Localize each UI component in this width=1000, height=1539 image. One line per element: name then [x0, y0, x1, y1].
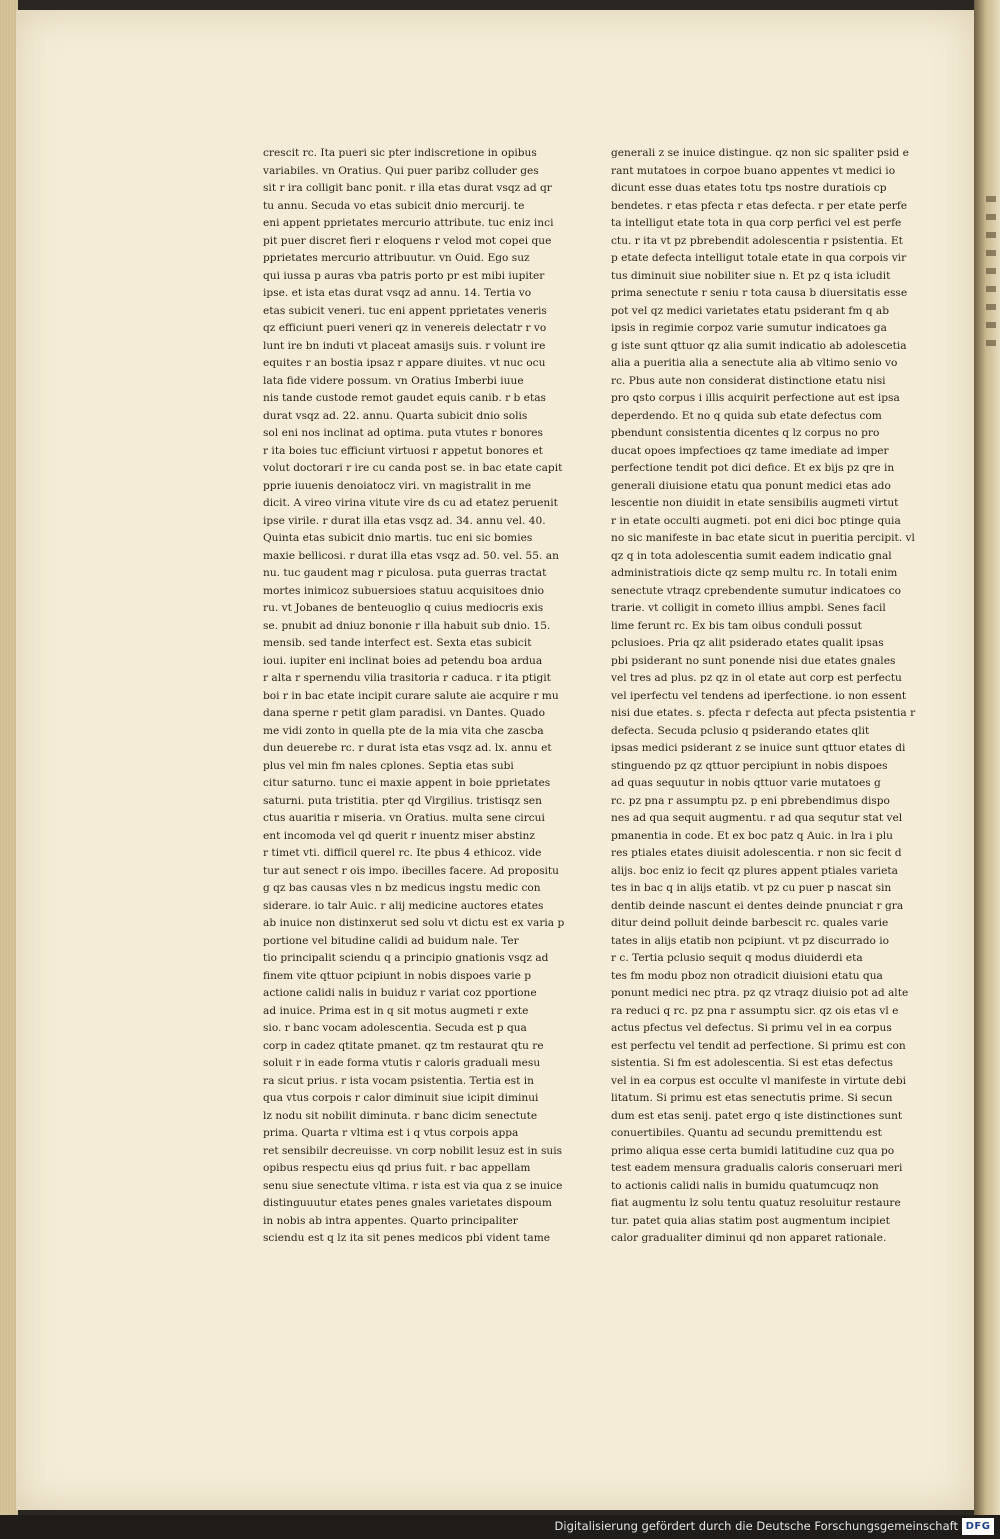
text-line: finem vite qttuor pcipiunt in nobis dispoes varie p: [263, 969, 532, 982]
text-line: Quinta etas subicit dnio martis. tuc eni sic bomies: [263, 532, 533, 544]
text-line: corp in cadez qtitate pmanet. qz tm restaurat qtu re: [263, 1039, 544, 1052]
text-line: pbi psiderant no sunt ponende nisi due etates gnales: [611, 654, 896, 667]
text-line: eni appent pprietates mercurio attribute. tuc eniz inci: [263, 217, 554, 229]
text-line: primo aliqua esse certa bumidi latitudine cuz qua po: [611, 1144, 895, 1157]
text-line: dana sperne r petit glam paradisi. vn Dantes. Quado: [263, 707, 545, 719]
text-line: qui iussa p auras vba patris porto pr est mibi iupiter: [263, 269, 545, 282]
text-line: ta intelligut etate tota in qua corp perfici vel est perfe: [611, 217, 902, 229]
text-line: vel iperfectu vel tendens ad iperfectione. io non essent: [611, 689, 907, 702]
text-line: stinguendo pz qz qttuor percipiunt in nobis dispoes: [611, 759, 888, 772]
text-line: nes ad qua sequit augmentu. r ad qua sequtur stat vel: [611, 812, 903, 824]
text-line: maxie bellicosi. r durat illa etas vsqz ad. 50. vel. 55. an: [263, 549, 559, 562]
text-line: perfectione tendit pot dici defice. Et ex bijs pz qre in: [611, 462, 895, 474]
text-line: ducat opoes impfectioes qz tame imediate ad imper: [611, 444, 889, 457]
text-line: actus pfectus vel defectus. Si primu vel in ea corpus: [611, 1022, 892, 1034]
text-line: bendetes. r etas pfecta r etas defecta. r per etate perfe: [611, 199, 908, 212]
text-line: pit puer discret fieri r eloquens r velod mot copei que: [263, 234, 552, 247]
text-line: dentib deinde nascunt ei dentes deinde pnunciat r gra: [611, 899, 904, 912]
text-line: r c. Tertia pclusio sequit q modus diuiderdi eta: [611, 952, 863, 964]
text-line: ipse. et ista etas durat vsqz ad annu. 14. Tertia vo: [263, 287, 532, 299]
text-line: nu. tuc gaudent mag r piculosa. puta guerras tractat: [263, 567, 547, 579]
text-line: tates in alijs etatib non pcipiunt. vt pz discurrado io: [611, 934, 890, 947]
text-line: senu siue senectute vltima. r ista est via qua z se inuice: [263, 1179, 563, 1192]
text-line: opibus respectu eius qd prius fuit. r bac appellam: [263, 1162, 531, 1174]
text-line: boi r in bac etate incipit curare salute aie acquire r mu: [263, 689, 559, 702]
text-line: res ptiales etates diuisit adolescentia. r non sic fecit d: [611, 847, 902, 859]
text-line: ret sensibilr decreuisse. vn corp nobilit lesuz est in suis: [263, 1144, 563, 1157]
text-line: volut doctorari r ire cu canda post se. in bac etate capit: [263, 462, 563, 474]
text-line: pprie iuuenis denoiatocz viri. vn magistralit in me: [263, 479, 532, 492]
text-line: pro qsto corpus i illis acquirit perfectione aut est ipsa: [611, 392, 900, 404]
text-line: mortes inimicoz subuersioes statuu acquisitoes dnio: [263, 584, 545, 597]
text-line: qz efficiunt pueri veneri qz in venereis delectatr r vo: [263, 322, 547, 334]
text-line: alia a pueritia alia a senectute alia ab vltimo senio vo: [611, 357, 898, 369]
text-line: vel tres ad plus. pz qz in ol etate aut corp est perfectu: [611, 672, 902, 684]
text-line: saturni. puta tristitia. pter qd Virgilius. tristisqz sen: [263, 794, 542, 807]
text-line: p etate defecta intelligut totale etate in qua corpois vir: [611, 252, 907, 264]
text-line: to actionis calidi nalis in bumidu quatumcuqz non: [611, 1179, 879, 1192]
text-line: lata fide videre possum. vn Oratius Imberbi iuue: [263, 374, 524, 387]
text-line: est perfectu vel tendit ad perfectione. Si primu est con: [611, 1039, 906, 1052]
text-line: litatum. Si primu est etas senectutis prime. Si secun: [611, 1092, 893, 1104]
text-line: ipsis in regimie corpoz varie sumutur indicatoes ga: [611, 322, 887, 334]
text-line: rant mutatoes in corpoe buano appentes vt medici io: [611, 164, 896, 177]
text-line: plus vel min fm nales cplones. Septia etas subi: [263, 759, 514, 772]
text-line: ad quas sequutur in nobis qttuor varie mutatoes g: [611, 777, 881, 789]
text-line: dicit. A vireo virina vitute vire ds cu ad etatez peruenit: [263, 497, 558, 509]
right-text-column: [611, 145, 916, 1244]
text-line: tes fm modu pboz non otradicit diuisioni etatu qua: [611, 969, 883, 982]
text-line: vel in ea corpus est occulte vl manifeste in virtute debi: [611, 1074, 907, 1087]
text-line: sit r ira colligit banc ponit. r illa etas durat vsqz ad qr: [263, 182, 552, 194]
text-line: se. pnubit ad dniuz bononie r illa habuit sub dnio. 15.: [263, 619, 551, 632]
text-line: ent incomoda vel qd querit r inuentz miser abstinz: [263, 829, 535, 842]
text-line: g qz bas causas vles n bz medicus ingstu medic con: [263, 882, 541, 894]
text-line: r in etate occulti augmeti. pot eni dici boc ptinge quia: [611, 514, 901, 527]
text-line: sistentia. Si fm est adolescentia. Si est etas defectus: [611, 1057, 893, 1069]
text-line: etas subicit veneri. tuc eni appent pprietates veneris: [263, 304, 547, 317]
text-line: lunt ire bn induti vt placeat amasijs suis. r volunt ire: [263, 339, 546, 352]
text-line: ipse virile. r durat illa etas vsqz ad. 34. annu vel. 40.: [263, 514, 546, 527]
text-line: siderare. io talr Auic. r alij medicine auctores etates: [263, 899, 544, 912]
text-line: nisi due etates. s. pfecta r defecta aut pfecta psistentia r: [611, 707, 916, 719]
text-line: test eadem mensura gradualis caloris conseruari meri: [611, 1162, 903, 1174]
facing-page-marks: [986, 196, 996, 346]
text-line: citur saturno. tunc ei maxie appent in boie pprietates: [263, 777, 551, 789]
text-line: dum est etas senij. patet ergo q iste distinctiones sunt: [611, 1109, 903, 1122]
text-line: actione calidi nalis in buiduz r variat coz pportione: [263, 987, 537, 999]
text-line: tur. patet quia alias statim post augmentum incipiet: [611, 1214, 890, 1227]
text-line: ab inuice non distinxerut sed solu vt dictu est ex varia p: [263, 917, 565, 929]
text-line: pmanentia in code. Et ex boc patz q Auic. in lra i plu: [611, 829, 893, 842]
text-line: qz q in tota adolescentia sumit eadem indicatio gnal: [611, 549, 892, 562]
text-line: tes in bac q in alijs etatib. vt pz cu puer p nascat sin: [611, 882, 892, 894]
funding-notice: Digitalisierung gefördert durch die Deutsche Forschungsgemeinschaft: [554, 1519, 958, 1533]
text-line: tu annu. Secuda vo etas subicit dnio mercurij. te: [263, 199, 525, 212]
text-line: variabiles. vn Oratius. Qui puer paribz colluder ges: [263, 164, 539, 177]
text-line: ra sicut prius. r ista vocam psistentia. Tertia est in: [263, 1074, 534, 1087]
text-line: soluit r in eade forma vtutis r caloris graduali mesu: [263, 1057, 541, 1069]
text-line: qua vtus corpois r calor diminuit siue icipit diminui: [263, 1092, 539, 1104]
text-line: r alta r spernendu vilia trasitoria r caduca. r ita ptigit: [263, 672, 551, 684]
text-line: sol eni nos inclinat ad optima. puta vtutes r bonores: [263, 427, 543, 439]
text-line: rc. pz pna r assumptu pz. p eni pbrebendimus dispo: [611, 794, 890, 807]
text-line: crescit rc. Ita pueri sic pter indiscretione in opibus: [263, 147, 537, 159]
text-line: no sic manifeste in bac etate sicut in pueritia percipit. vl: [611, 532, 915, 544]
text-line: lescentie non diuidit in etate sensibilis augmeti virtut: [611, 497, 899, 509]
text-line: r ita boies tuc efficiunt virtuosi r appetut bonores et: [263, 444, 543, 457]
text-line: ctus auaritia r miseria. vn Oratius. multa sene circui: [263, 812, 545, 824]
text-line: me vidi zonto in quella pte de la mia vita che zascba: [263, 724, 544, 737]
text-line: mensib. sed tande interfect est. Sexta etas subicit: [263, 637, 532, 649]
text-line: alijs. boc eniz io fecit qz plures appent ptiales varieta: [611, 864, 898, 877]
text-line: prima senectute r seniu r tota causa b diuersitatis esse: [611, 287, 908, 299]
text-line: ditur deind polluit deinde barbescit rc. quales varie: [611, 917, 889, 929]
text-line: tus diminuit siue nobiliter siue n. Et pz q ista icludit: [611, 269, 891, 282]
text-line: fiat augmentu lz solu tentu quatuz resoluitur restaure: [611, 1197, 901, 1209]
text-line: durat vsqz ad. 22. annu. Quarta subicit dnio solis: [263, 409, 528, 422]
text-line: prima. Quarta r vltima est i q vtus corpois appa: [263, 1127, 519, 1139]
text-line: administratiois dicte qz semp multu rc. In totali enim: [611, 567, 898, 579]
text-line: ipsas medici psiderant z se inuice sunt qttuor etates di: [611, 742, 906, 754]
text-line: pclusioes. Pria qz alit psiderado etates qualit ipsas: [611, 637, 884, 649]
footer-bar: [0, 1515, 1000, 1539]
text-line: tur aut senect r ois impo. ibecilles facere. Ad propositu: [263, 864, 559, 877]
text-line: pbendunt consistentia dicentes q lz corpus no pro: [611, 427, 880, 439]
text-line: sciendu est q lz ita sit penes medicos pbi vident tame: [263, 1232, 551, 1244]
text-line: defecta. Secuda pclusio q psiderando etates qlit: [611, 724, 870, 737]
text-line: ru. vt Jobanes de benteuoglio q cuius mediocris exis: [263, 602, 544, 614]
text-line: portione vel bitudine calidi ad buidum nale. Ter: [263, 934, 519, 947]
text-line: sio. r banc vocam adolescentia. Secuda est p qua: [263, 1022, 527, 1034]
text-line: calor gradualiter diminui qd non apparet rationale.: [611, 1232, 887, 1244]
text-line: r timet vti. difficil querel rc. Ite pbus 4 ethicoz. vide: [263, 847, 542, 859]
text-line: ad inuice. Prima est in q sit motus augmeti r exte: [263, 1004, 529, 1017]
text-line: senectute vtraqz cprebendente sumutur indicatoes co: [611, 584, 902, 597]
text-line: dicunt esse duas etates totu tps nostre duratiois cp: [611, 182, 887, 194]
text-line: ponunt medici nec ptra. pz qz vtraqz diuisio pot ad alte: [611, 987, 909, 999]
text-line: pot vel qz medici varietates etatu psiderant fm q ab: [611, 304, 889, 317]
text-line: rc. Pbus aute non considerat distinctione etatu nisi: [611, 374, 886, 387]
text-line: dun deuerebe rc. r durat ista etas vsqz ad. lx. annu et: [263, 742, 552, 754]
text-line: distinguuutur etates penes gnales varietates dispoum: [263, 1197, 552, 1209]
text-line: pprietates mercurio attribuutur. vn Ouid. Ego suz: [263, 252, 530, 264]
left-text-column: [263, 145, 565, 1244]
text-line: ctu. r ita vt pz pbrebendit adolescentia r psistentia. Et: [611, 234, 903, 247]
text-line: trarie. vt colligit in cometo illius ampbi. Senes facil: [611, 602, 886, 614]
text-line: lz nodu sit nobilit diminuta. r banc dicim senectute: [263, 1109, 538, 1122]
dfg-logo: DFG: [962, 1518, 994, 1535]
text-line: in nobis ab intra appentes. Quarto principaliter: [263, 1214, 518, 1227]
text-line: g iste sunt qttuor qz alia sumit indicatio ab adolescetia: [611, 339, 907, 352]
text-line: equites r an bostia ipsaz r appare diuites. vt nuc ocu: [263, 357, 546, 369]
text-line: tio principalit sciendu q a principio gnationis vsqz ad: [263, 952, 549, 964]
text-line: generali z se inuice distingue. qz non sic spaliter psid e: [611, 147, 909, 159]
text-line: nis tande custode remot gaudet equis canib. r b etas: [263, 392, 546, 404]
text-line: deperdendo. Et no q quida sub etate defectus com: [611, 409, 882, 422]
text-line: generali diuisione etatu qua ponunt medici etas ado: [611, 479, 891, 492]
text-line: ioui. iupiter eni inclinat boies ad petendu boa ardua: [263, 654, 543, 667]
text-line: ra reduci q rc. pz pna r assumptu sicr. qz ois etas vl e: [611, 1004, 899, 1017]
text-line: conuertibiles. Quantu ad secundu premittendu est: [611, 1127, 882, 1139]
text-line: lime ferunt rc. Ex bis tam oibus conduli possut: [611, 619, 862, 632]
